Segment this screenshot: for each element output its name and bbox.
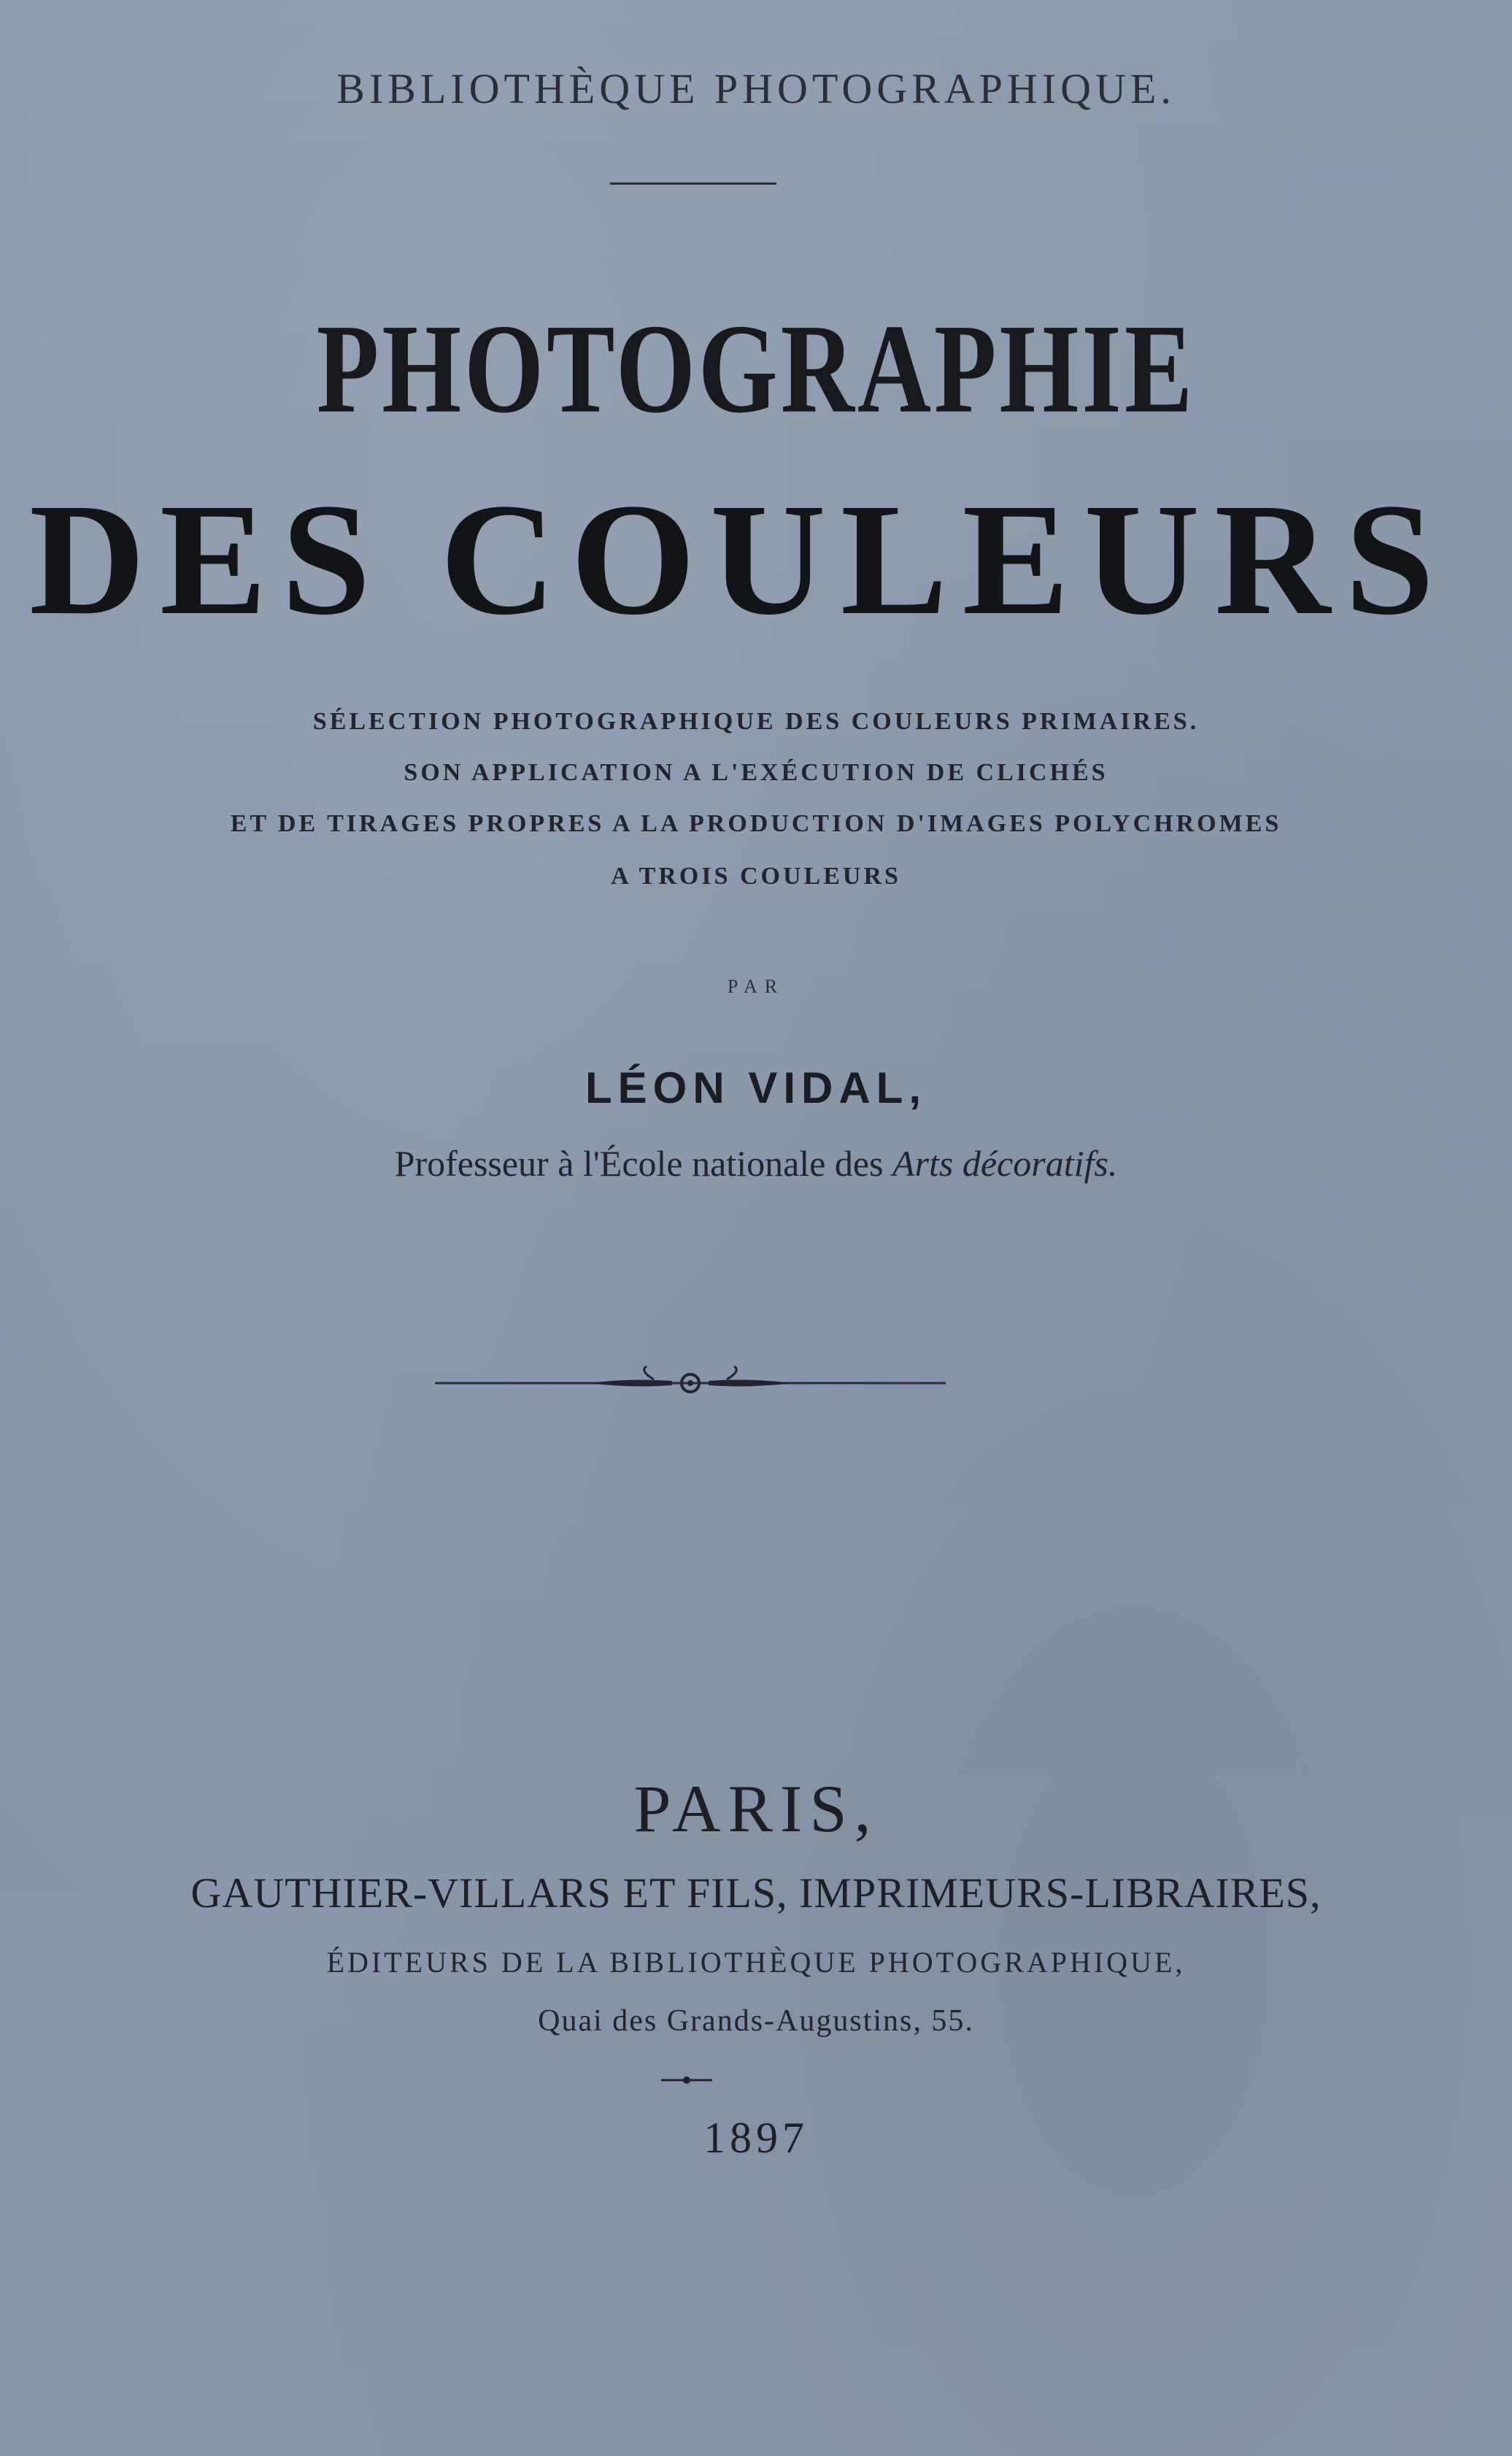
by-label: PAR xyxy=(727,976,785,997)
author-role-italic: Arts décoratifs. xyxy=(892,1143,1118,1184)
imprint-year: 1897 xyxy=(703,2114,809,2162)
subtitle-line-3: ET DE TIRAGES PROPRES A LA PRODUCTION D'IMAGES POLYCHROMES xyxy=(230,810,1282,837)
series-title: BIBLIOTHÈQUE PHOTOGRAPHIQUE. xyxy=(336,65,1176,112)
author-role-prefix: Professeur à l'École nationale des xyxy=(394,1143,893,1184)
subtitle-line-2: SON APPLICATION A L'EXÉCUTION DE CLICHÉS xyxy=(404,759,1108,786)
imprint-city: PARIS, xyxy=(633,1771,879,1846)
author-role xyxy=(0,1142,1512,1185)
ornamental-rule-icon xyxy=(435,1358,946,1409)
imprint-publisher: GAUTHIER-VILLARS ET FILS, IMPRIMEURS-LIBRAIRES, xyxy=(190,1869,1322,1917)
small-dash-ornament-icon xyxy=(661,2071,712,2089)
imprint-address: Quai des Grands-Augustins, 55. xyxy=(538,2004,974,2038)
subtitle-line-4: A TROIS COULEURS xyxy=(611,863,901,890)
author-name: LÉON VIDAL, xyxy=(585,1063,927,1112)
subtitle-line-1: SÉLECTION PHOTOGRAPHIQUE DES COULEURS PRIMAIRES. xyxy=(312,708,1200,735)
main-title-line-1: PHOTOGRAPHIE xyxy=(316,298,1196,440)
main-title-line-2: DES COULEURS xyxy=(29,470,1449,648)
short-rule-divider xyxy=(610,182,776,185)
imprint-editors: ÉDITEURS DE LA BIBLIOTHÈQUE PHOTOGRAPHIQUE, xyxy=(326,1946,1186,1979)
